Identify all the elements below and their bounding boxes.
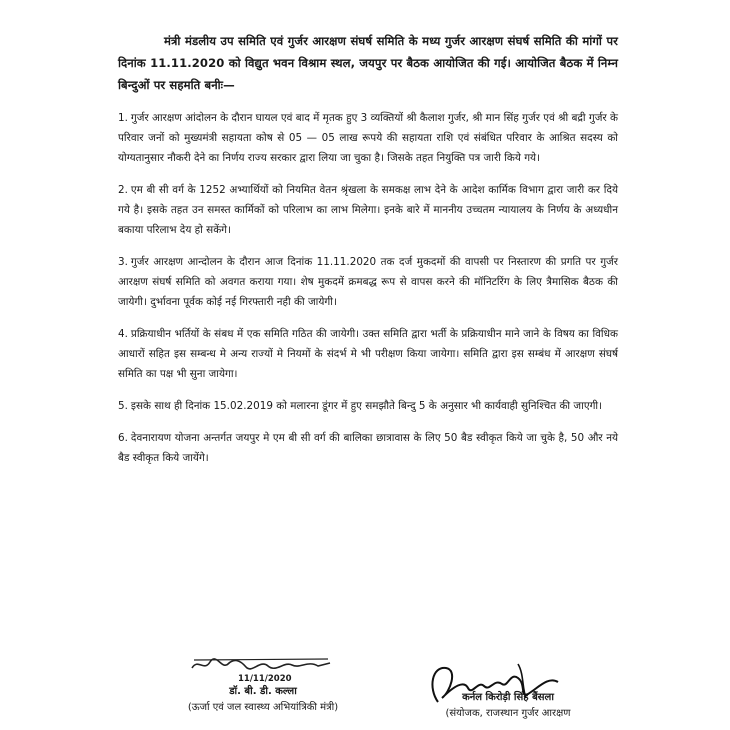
- point-text: गुर्जर आरक्षण आन्दोलन के दौरान आज दिनांक 11.11.2020 तक दर्ज मुकदमों की वापसी पर निस्तारण की प्रगति पर गुर्जर आरक्षण संघर्ष समिति को अवगत कराया गया। शेष मुकदमें क्रमबद्ध रूप से वापस करने की मॉनिटरिंग के लिए त्रैमासिक बैठक की जायेगी। दुर्भावना पूर्वक कोई नई गिरफ्तारी नही की जायेगी।: [118, 256, 618, 308]
- point-4: [118, 324, 618, 384]
- left-signatory-title: (ऊर्जा एवं जल स्वास्थ्य अभियांत्रिकी मंत्री): [187, 702, 339, 713]
- right-signature-block: [398, 664, 618, 722]
- handwritten-signature-right: [398, 658, 598, 710]
- intro-paragraph: मंत्री मंडलीय उप समिति एवं गुर्जर आरक्षण संघर्ष समिति के मध्य गुर्जर आरक्षण संघर्ष समिति की मांगों पर दिनांक 11.11.2020 को विद्युत भवन विश्राम स्थल, जयपुर पर बैठक आयोजित की गई। आयोजित बैठक में निम्न बिन्दुओं पर सहमति बनीः—: [118, 34, 618, 92]
- point-1: [118, 108, 618, 168]
- point-number: 1.: [118, 112, 128, 124]
- point-number: 5.: [118, 400, 128, 412]
- point-3: [118, 252, 618, 312]
- point-6: [118, 428, 618, 468]
- point-5: [118, 396, 618, 416]
- point-text: प्रक्रियाधीन भर्तियों के संबध में एक समिति गठित की जायेगी। उक्त समिति द्वारा भर्ती के प्रक्रियाधीन माने जाने के विषय का विधिक आधारों सहित इस सम्बन्ध मे अन्य राज्यों मे नियमों के संदर्भ मे भी परीक्षण किया जायेगा। समिति द्वारा इस सम्बंध में आरक्षण संघर्ष समिति का पक्ष भी सुना जायेगा।: [118, 328, 618, 380]
- point-number: 4.: [118, 328, 128, 340]
- point-number: 2.: [118, 184, 128, 196]
- point-text: देवनारायण योजना अन्तर्गत जयपुर मे एम बी सी वर्ग की बालिका छात्रावास के लिए 50 बैड स्वीकृत किये जा चुके है, 50 और नये बैड स्वीकृत किये जायेंगे।: [118, 432, 618, 464]
- point-number: 3.: [118, 256, 128, 268]
- signature-date: 11/11/2020: [238, 674, 292, 684]
- left-signatory-name: डॉ. बी. डी. कल्ला: [229, 686, 297, 697]
- handwritten-signature-left: [188, 656, 338, 674]
- point-number: 6.: [118, 432, 128, 444]
- point-text: इसके साथ ही दिनांक 15.02.2019 को मलारना डूंगर में हुए समझौते बिन्दु 5 के अनुसार भी कार्यवाही सुनिश्चित की जाएगी।: [130, 400, 603, 412]
- point-2: [118, 180, 618, 240]
- right-signatory-title: (संयोजक, राजस्थान गुर्जर आरक्षण: [445, 708, 571, 719]
- left-signature-block: [178, 656, 348, 716]
- right-signatory-name: कर्नल किरोड़ी सिंह बैंसला: [462, 692, 554, 703]
- point-text: एम बी सी वर्ग के 1252 अभ्यार्थियों को नियमित वेतन श्रृंखला के समकक्ष लाभ देने के आदेश कार्मिक विभाग द्वारा जारी कर दिये गये है। इसके तहत उन समस्त कार्मिकों को परिलाभ का लाभ मिलेगा। इनके बारे में माननीय उच्चतम न्यायालय के निर्णय के अध्यधीन बकाया परिलाभ देय हो सकेंगे।: [118, 184, 618, 236]
- point-text: गुर्जर आरक्षण आंदोलन के दौरान घायल एवं बाद में मृतक हुए 3 व्यक्तियों श्री कैलाश गुर्जर, श्री मान सिंह गुर्जर एवं श्री बद्री गुर्जर के परिवार जनों को मुख्यमंत्री सहायता कोष से 05 — 05 लाख रूपये की सहायता राशि एवं संबंधित परिवार के आश्रित सदस्य को योग्यतानुसार नौकरी देने का निर्णय राज्य सरकार द्वारा लिया जा चुका है। जिसके तहत नियुक्ति पत्र जारी किये गये।: [118, 112, 618, 164]
